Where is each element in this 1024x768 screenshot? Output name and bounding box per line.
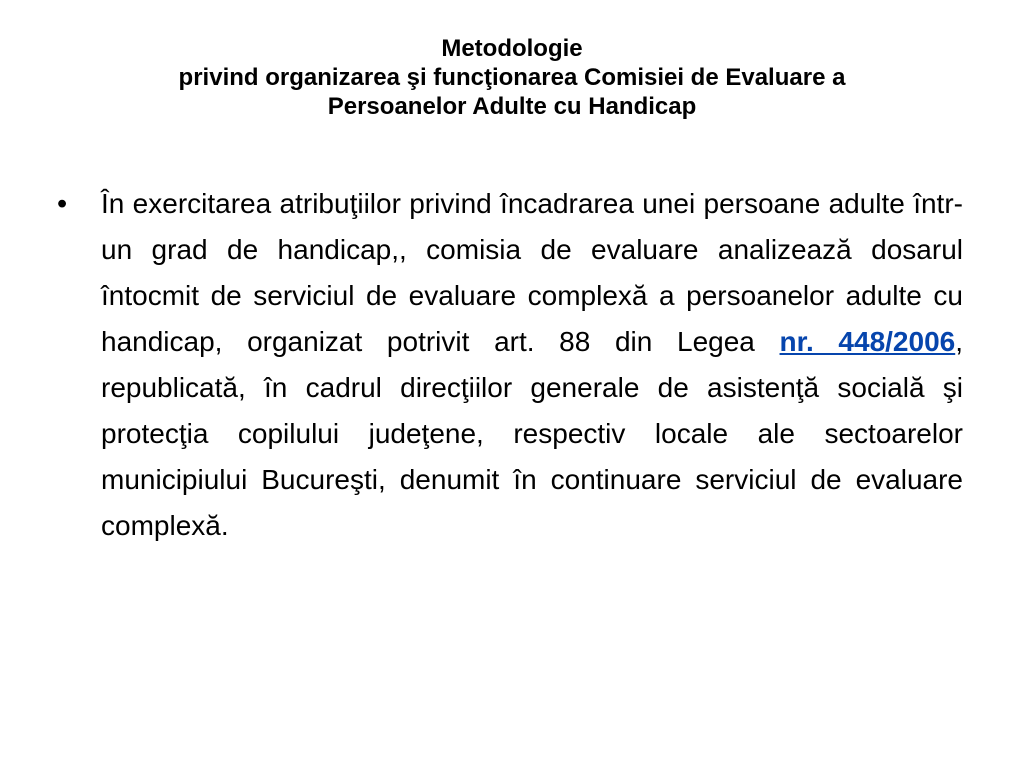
law-reference-link[interactable]: nr. 448/2006 — [779, 326, 956, 357]
title-line-3: Persoanelor Adulte cu Handicap — [327, 93, 697, 120]
bullet-paragraph — [101, 181, 963, 549]
paragraph-text-before-link: În exercitarea atribuţiilor privind încadrarea unei persoane adulte într-un grad de handicap,, comisia de evaluare analizează dosarul întocmit de serviciul de evaluare complexă a persoanelor adulte cu handicap, organizat potrivit art. 88 din Legea — [101, 188, 963, 357]
bullet-marker-icon: • — [57, 188, 68, 220]
bullet-item — [57, 181, 963, 549]
paragraph-text-after-link: , republicată, în cadrul direcţiilor generale de asistenţă socială şi protecţia copilului judeţene, respectiv locale ale sectoarelor municipiului Bucureşti, denumit în continuare serviciul de evaluare complexă. — [101, 326, 963, 541]
title-line-2: privind organizarea şi funcţionarea Comisiei de Evaluare a — [178, 64, 846, 91]
slide-title — [60, 34, 964, 121]
title-line-1: Metodologie — [441, 35, 583, 62]
slide-body — [57, 181, 963, 549]
